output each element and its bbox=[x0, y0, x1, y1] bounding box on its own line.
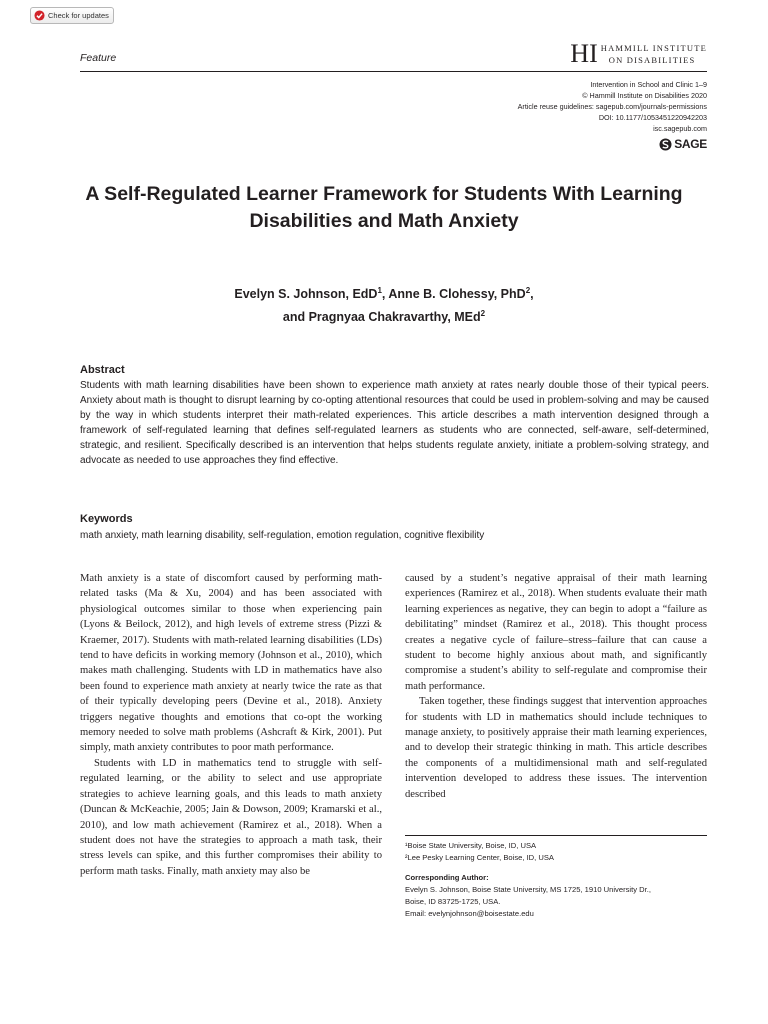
abstract-heading: Abstract bbox=[80, 364, 125, 376]
publisher-mark: HI bbox=[570, 39, 598, 68]
sage-swirl-icon bbox=[659, 138, 672, 151]
author-name: and Pragnyaa Chakravarthy, MEd bbox=[282, 310, 481, 325]
corresponding-author-address-line2: Boise, ID 83725-1725, USA. bbox=[405, 897, 501, 906]
sage-logo-text: SAGE bbox=[674, 137, 707, 151]
body-paragraph: caused by a student’s negative appraisal of their math learning experiences (Ramirez et al., 2018). When students evaluate their math learning experiences as negative, they can begin to adopt a “failure as debilitating” mindset (Ramirez et al., 2018). This thought process creates a negative cycle of failure–stress–failure that can cause a student to become highly anxious about math, and significantly compromise a student’s ability to self-regulate and compromise their math performance. bbox=[405, 573, 707, 692]
publisher-name-line2: ON DISABILITIES bbox=[608, 55, 696, 65]
journal-citation: Intervention in School and Clinic 1–9 bbox=[590, 80, 707, 89]
body-column-right bbox=[405, 571, 707, 802]
reuse-guidelines: Article reuse guidelines: sagepub.com/journals-permissions bbox=[517, 102, 707, 111]
copyright-notice: © Hammill Institute on Disabilities 2020 bbox=[582, 91, 707, 100]
crossmark-icon bbox=[34, 10, 45, 21]
author-affiliation-marker: 1 bbox=[377, 286, 382, 295]
keywords-heading: Keywords bbox=[80, 513, 133, 525]
corresponding-author-heading: Corresponding Author: bbox=[405, 873, 489, 882]
section-label: Feature bbox=[80, 52, 117, 64]
journal-site: isc.sagepub.com bbox=[653, 124, 707, 133]
body-paragraph: Taken together, these findings suggest that intervention approaches for students with LD in mathematics should include techniques to manage anxiety, to positively appraise their math learning experiences, and to develop their strategic thinking in math. This article describes the components of a multidimensional math and self-regulated intervention developed to address these issues. The intervention described bbox=[405, 696, 707, 800]
author-affiliation-marker: 2 bbox=[480, 309, 486, 319]
footnotes bbox=[405, 840, 707, 920]
footnote-rule bbox=[405, 835, 707, 836]
author-affiliation-marker: 2 bbox=[525, 286, 531, 295]
article-metadata bbox=[518, 79, 707, 134]
publisher-name-line1: HAMMILL INSTITUTE bbox=[600, 43, 707, 53]
body-paragraph: Students with LD in mathematics tend to struggle with self-regulated learning, or the ability to select and use appropriate strategies to achieve learning goals, and this leads to math anxiety (Duncan & McKeachie, 2005; Jain & Dowson, 2009; Kramarski et al., 2010), and low math achievement (Ramirez et al., 2018). When a student does not have the strategies to approach a math task, their stress levels can spike, and this further compromises their ability to perform math tasks. Finally, math anxiety may also be bbox=[80, 757, 382, 877]
keywords-text: math anxiety, math learning disability, self-regulation, emotion regulation, cognitive flexibility bbox=[80, 530, 485, 541]
author-name: Evelyn S. Johnson, EdD bbox=[234, 287, 378, 302]
check-for-updates-label: Check for updates bbox=[48, 11, 109, 20]
author-name: Anne B. Clohessy, PhD bbox=[388, 287, 526, 302]
sage-logo bbox=[659, 137, 707, 151]
body-paragraph: Math anxiety is a state of discomfort caused by performing math-related tasks (Ma & Xu, 2004) and has been associated with physiological outcomes similar to those when experiencing pain (Lyons & Beilock, 2012), and high levels of extreme stress (Pizzi & Kraemer, 2017). Students with math-related learning disabilities (LDs) tend to have deficits in working memory (Johnson et al., 2010), which makes math challenging. Students with LD in mathematics have also been found to experience math anxiety at nearly twice the rate as that of their typically developing peers (Devine et al., 2018). Anxiety triggers negative thoughts and emotions that co-opt the working memory needed to solve math problems (Ashcraft & Kirk, 2001). Put simply, math anxiety contributes to poor math performance. bbox=[80, 573, 382, 754]
affiliation-2: ²Lee Pesky Learning Center, Boise, ID, USA bbox=[405, 853, 554, 862]
abstract-text: Students with math learning disabilities have been shown to experience math anxiety at rates nearly double those of their typical peers. Anxiety about math is thought to disrupt learning by co-opting attentional resources that could be used in problem-solving and may be caused by the way in which students interpret their math-related experiences. This article describes a math intervention designed through a framework of self-regulated learning that defines self-regulated learners as students who are connected, self-aware, self-determined, strategic, and resilient. Specifically described is an intervention that helps students regulate anxiety, initiate a problem-solving strategy, and advocate as needed to use approaches they find effective. bbox=[80, 380, 709, 466]
header-rule bbox=[80, 71, 707, 72]
body-column-left bbox=[80, 571, 382, 879]
corresponding-author-address-line1: Evelyn S. Johnson, Boise State University, MS 1725, 1910 University Dr., bbox=[405, 885, 651, 894]
affiliation-1: ¹Boise State University, Boise, ID, USA bbox=[405, 841, 537, 850]
corresponding-author-email[interactable]: Email: evelynjohnson@boisestate.edu bbox=[405, 909, 534, 918]
article-title: A Self-Regulated Learner Framework for Students With Learning Disabilities and Math Anxiety bbox=[85, 183, 683, 232]
author-list: Evelyn S. Johnson, EdD$^1$, Anne B. Clohessy, PhD$^2$, and Pragnyaa Chakravarthy, MEd$^2$ bbox=[234, 286, 534, 325]
check-for-updates-button[interactable] bbox=[30, 7, 114, 24]
doi: DOI: 10.1177/1053451220942203 bbox=[598, 113, 707, 122]
publisher-logo bbox=[570, 39, 707, 68]
